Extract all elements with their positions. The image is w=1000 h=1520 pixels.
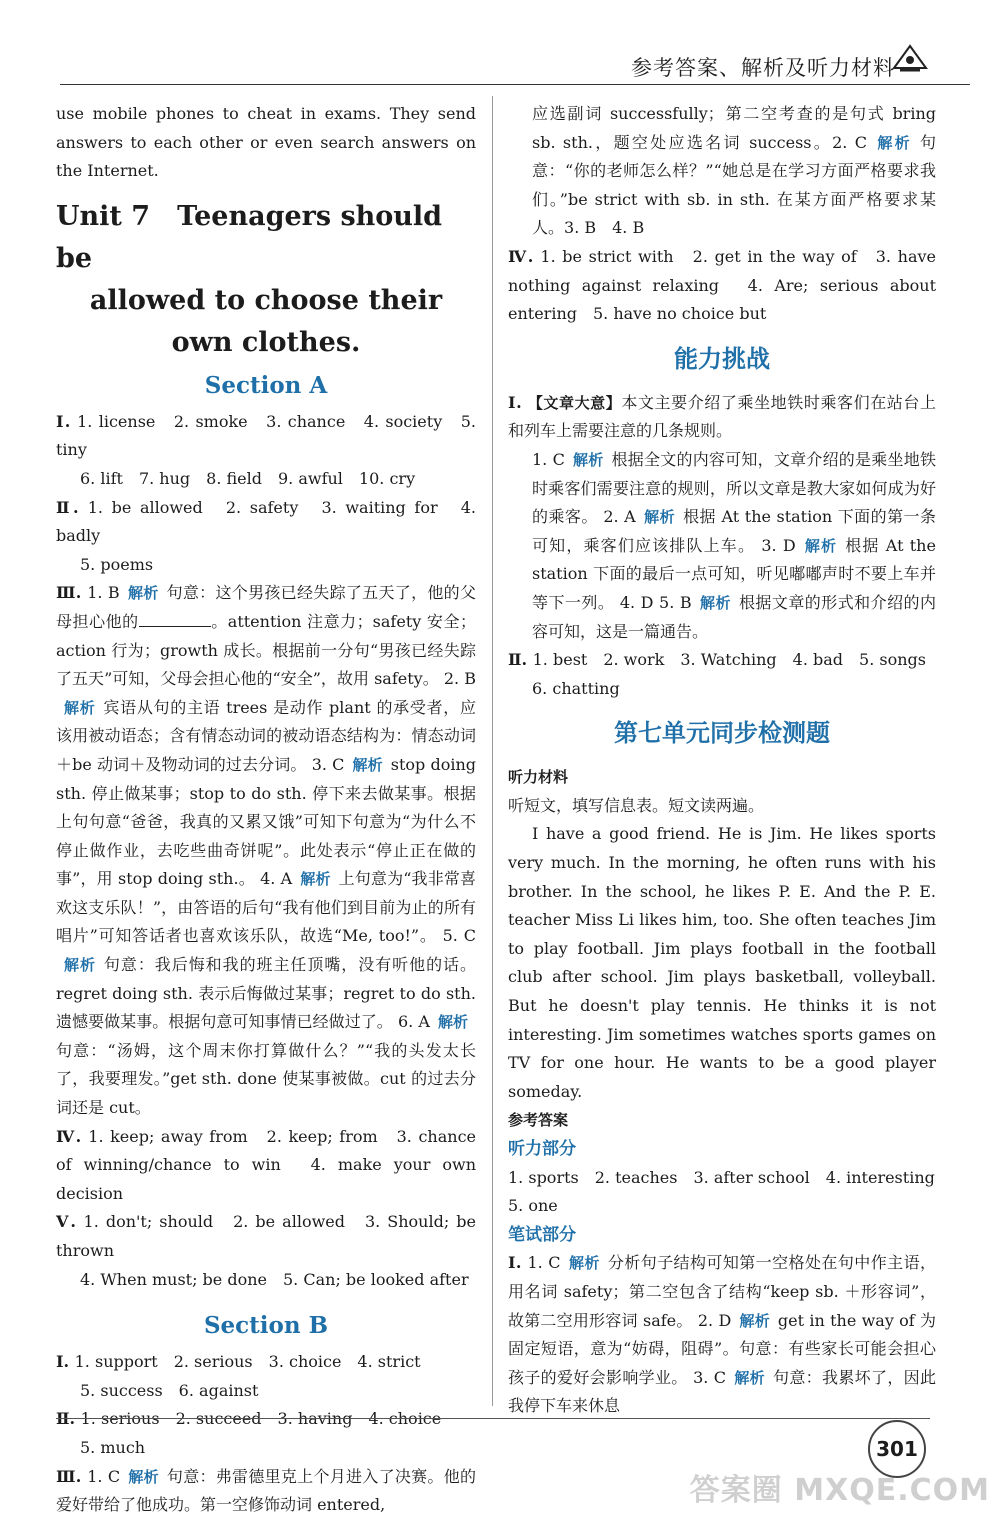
watermark: 答案圈 MXQE.COM <box>689 1473 990 1508</box>
c1-q1: 1. C <box>532 449 565 469</box>
a3-numeral: Ⅲ. <box>56 583 88 603</box>
b2-line1: 1. serious 2. succeed 3. having 4. choice <box>80 1409 442 1429</box>
a3-q1-text: 句意：这个男孩已经失踪了五天了，他的父母担心他的 <box>56 583 476 631</box>
a3-q6: 6. A <box>397 1012 430 1032</box>
listening-text: I have a good friend. He is Jim. He likes sports very much. In the morning, he often runs with his brother. In the school, he likes P. E. And the P. E. teacher Miss Li likes him, too. She often teaches Jim to play football. Jim plays football in the football club after school. Jim plays basketball, volleyball. But he doesn't play tennis. He thinks it is not interesting. Jim sometimes watches sports games on TV for one hour. He wants to be a good player someday. <box>508 824 936 1101</box>
analysis-label: 解析 <box>643 508 676 527</box>
unit-title-line-3: own clothes. <box>171 326 361 358</box>
unit-title <box>56 196 476 364</box>
a5-answers <box>56 1208 476 1265</box>
left-column <box>56 100 476 1520</box>
book-star-icon <box>890 40 930 80</box>
a2-line1: 1. be allowed 2. safety 3. waiting for 4. badly <box>56 497 476 546</box>
analysis-label: 解析 <box>300 870 331 889</box>
a1-answers <box>56 408 476 465</box>
a3-q4-text: 上句意为“我非常喜欢这支乐队！”，由答语的后句“我有他们到目前为止的所有唱片”可知答话者也喜欢该乐队，故选“Me, too!”。 <box>56 869 476 946</box>
a3-q6-text: 句意：“汤姆，这个周末你打算做什么？”“我的头发太长了，我要理发。”get sth. done 使某事被做。cut 的过去分词还是 cut。 <box>56 1040 476 1118</box>
header-rule <box>60 84 970 85</box>
intro-text: use mobile phones to cheat in exams. They send answers to each other or even search answers on the Internet. <box>56 104 476 181</box>
unit-title-line-1: Unit 7 Teenagers should be <box>56 200 443 274</box>
b3-numeral: Ⅲ. <box>56 1466 88 1486</box>
a3-q2: 2. B <box>443 669 476 689</box>
r4-numeral: Ⅳ. <box>508 246 541 266</box>
w1-q3-text: 句意：我累坏了，因此我停下车来休息 <box>508 1367 936 1416</box>
header-title: 参考答案、解析及听力材料 <box>631 56 895 80</box>
c2-numeral: Ⅱ. <box>508 650 533 670</box>
r1-text: 应选副词 successfully；第二空考查的是句式 bring sb. sth.，题空处应选名词 success。 <box>532 104 936 152</box>
listening-instruction: 听短文，填写信息表。短文读两遍。 <box>508 795 765 815</box>
c1-q3: 3. D <box>761 535 796 555</box>
b1-line2: 5. success 6. against <box>80 1380 259 1400</box>
section-b-heading: Section B <box>203 1312 329 1340</box>
column-divider <box>492 96 493 1406</box>
a2-answers <box>56 494 476 551</box>
b2-numeral: Ⅱ. <box>56 1409 81 1429</box>
a2-numeral: Ⅱ. <box>56 497 88 517</box>
r1-continued <box>508 100 936 243</box>
w1-q2: 2. D <box>697 1310 732 1330</box>
w1-q1: 1. C <box>527 1253 561 1273</box>
b3-q1-text: 句意：弗雷德里克上个月进入了决赛。他的爱好带给了他成功。第一空修饰动词 entered, <box>56 1466 476 1515</box>
b3-answers <box>56 1463 476 1520</box>
r1-q2: 2. C <box>832 132 868 152</box>
unit-test-heading: 第七单元同步检测题 <box>614 719 830 748</box>
c1-main: 本文主要介绍了乘坐地铁时乘客们在站台上和列车上需要注意的几条规则。 <box>508 392 936 441</box>
a5-numeral: Ⅴ. <box>56 1212 84 1232</box>
r1-q3-q4: 3. B 4. B <box>564 218 645 238</box>
b1-line1: 1. support 2. serious 3. choice 4. strict <box>74 1352 421 1372</box>
a2-line2: 5. poems <box>80 554 154 574</box>
c2-answers <box>508 646 936 675</box>
a3-q3-text: stop doing sth. 停止做某事；stop to do sth. 停下来去做某事。根据上句句意“爸爸，我真的又累又饿”可知下句意为“为什么不停止做作业，去吃些曲奇饼呢”。此处表示“停止正在做的事”，用 stop doing sth.。 <box>56 754 477 889</box>
analysis-label: 解析 <box>734 1368 765 1387</box>
c1-numeral: Ⅰ. <box>508 392 528 412</box>
answer-blank <box>139 612 211 627</box>
a5-line2: 4. When must; be done 5. Can; be looked after <box>80 1269 469 1289</box>
a3-q3: 3. C <box>311 754 345 774</box>
analysis-label: 解析 <box>128 1467 159 1486</box>
a4-text: 1. keep; away from 2. keep; from 3. chance of winning/chance to win 4. make your own decision <box>56 1126 477 1203</box>
c1-q4: 4. D <box>619 592 654 612</box>
a3-q2-text: 宾语从句的主语 trees 是动作 plant 的承受者，应该用被动语态；含有情态动词的被动语态结构为：情态动词＋be 动词＋及物动词的过去分词。 <box>56 697 476 774</box>
b1-answers <box>56 1348 476 1377</box>
analysis-label: 解析 <box>572 450 604 469</box>
right-column <box>508 100 936 1421</box>
r4-text: 1. be strict with 2. get in the way of 3. have nothing against relaxing 4. Are; serious about entering 5. have no choice but <box>508 246 937 324</box>
a3-q1-text-2: 。attention 注意力；safety 安全；action 行为；growth 成长。根据前一分句“男孩已经失踪了五天”可知，父母会担心他的“安全”，故用 safety。 <box>56 611 476 689</box>
analysis-label: 解析 <box>127 584 159 603</box>
c1-q3-text: 根据 At the station 下面的最后一点可知，听见嘟嘟声时不要上车并等下一列。 <box>532 535 936 612</box>
w1-q1-text: 分析句子结构可知第一空格处在句中作主语，用名词 safety；第二空包含了结构“keep sb. ＋形容词”，故第二空用形容词 safe。 <box>508 1253 936 1330</box>
analysis-label: 解析 <box>875 133 912 152</box>
footer-rule <box>56 1418 930 1419</box>
b1-numeral: Ⅰ. <box>56 1352 75 1372</box>
a4-numeral: Ⅳ. <box>56 1126 89 1146</box>
c1-tag: 【文章大意】 <box>527 393 622 412</box>
c2-line1: 1. best 2. work 3. Watching 4. bad 5. songs <box>532 650 926 670</box>
analysis-label: 解析 <box>64 698 96 717</box>
c1-q1-text: 根据全文的内容可知，文章介绍的是乘坐地铁时乘客们需要注意的规则，所以文章是教大家如何成为好的乘客。 <box>532 449 936 527</box>
written-part-heading: 笔试部分 <box>508 1224 576 1245</box>
c2-line2: 6. chatting <box>532 678 620 698</box>
analysis-label: 解析 <box>568 1254 600 1273</box>
a5-line1: 1. don't; should 2. be allowed 3. Should; be thrown <box>56 1212 476 1260</box>
analysis-label: 解析 <box>437 1013 468 1032</box>
analysis-label: 解析 <box>64 956 96 975</box>
a1-line2: 6. lift 7. hug 8. field 9. awful 10. cry <box>80 468 416 488</box>
unit-title-line-2: allowed to choose their <box>89 284 443 316</box>
c1-q5-text: 根据文章的形式和介绍的内容可知，这是一篇通告。 <box>532 592 936 641</box>
listening-answers-1: 1. sports 2. teaches 3. after school 4. interesting <box>508 1167 935 1187</box>
page-number: 301 <box>868 1420 926 1478</box>
analysis-label: 解析 <box>699 593 731 612</box>
listening-material-heading: 听力材料 <box>508 768 569 787</box>
w1-numeral: Ⅰ. <box>508 1253 528 1273</box>
a1-numeral: Ⅰ. <box>56 411 78 431</box>
b2-line2: 5. much <box>80 1437 146 1457</box>
answers-heading: 参考答案 <box>508 1111 569 1130</box>
b2-answers <box>56 1405 476 1434</box>
a4-answers <box>56 1123 476 1209</box>
r1-q2-text: 句意：“你的老师怎么样？”“她总是在学习方面严格要求我们。”be strict with sb. in sth. 在某方面严格要求某人。 <box>532 132 936 238</box>
analysis-label: 解析 <box>739 1311 770 1330</box>
challenge-heading: 能力挑战 <box>674 344 770 373</box>
a3-answers <box>56 579 476 1122</box>
c1-q5: 5. B <box>659 592 692 612</box>
a3-q5: 5. C <box>442 926 476 946</box>
a3-q1: 1. B <box>87 583 120 603</box>
w1-q2-text: get in the way of 为固定短语，意为“妨碍，阻碍”。句意：有些家长可能会担心孩子的爱好会影响学业。 <box>508 1310 937 1387</box>
b3-q1: 1. C <box>87 1466 121 1486</box>
listening-part-heading: 听力部分 <box>508 1139 576 1159</box>
w1-q3: 3. C <box>693 1367 726 1387</box>
section-a-heading: Section A <box>204 371 328 399</box>
a3-q4: 4. A <box>260 869 293 889</box>
r4-answers <box>508 243 936 329</box>
c1-answers <box>508 389 936 446</box>
page-header <box>0 0 1000 90</box>
analysis-label: 解析 <box>352 755 383 774</box>
c1-details <box>508 446 936 646</box>
listening-answers-2: 5. one <box>508 1196 558 1216</box>
w1-answers <box>508 1249 936 1421</box>
c1-q2: 2. A <box>603 507 636 527</box>
a1-line1: 1. license 2. smoke 3. chance 4. society 5. tiny <box>56 411 476 460</box>
c1-q2-text: 根据 At the station 下面的第一条可知，乘客们应该排队上车。 <box>532 507 936 555</box>
a3-q5-text: 句意：我后悔和我的班主任顶嘴，没有听他的话。regret doing sth. 表示后悔做过某事；regret to do sth. 遗憾要做某事。根据句意可知事情已经做过了。 <box>56 955 476 1032</box>
analysis-label: 解析 <box>803 536 838 555</box>
